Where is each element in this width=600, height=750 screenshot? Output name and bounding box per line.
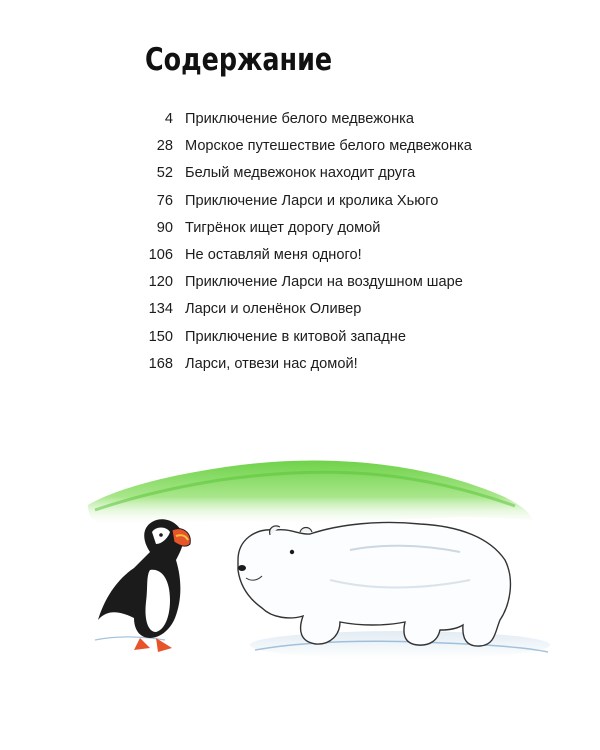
- page-title: Содержание: [145, 42, 333, 78]
- toc-title: Тигрёнок ищет дорогу домой: [185, 219, 381, 236]
- illustration: [0, 440, 600, 750]
- toc-page-number: 76: [156, 192, 173, 209]
- toc-entry[interactable]: [118, 274, 518, 301]
- toc-page-number: 120: [148, 274, 173, 291]
- toc-page-number: 28: [156, 138, 173, 155]
- toc-entry[interactable]: [118, 356, 518, 383]
- grass-background: [88, 460, 532, 526]
- toc-entry[interactable]: [118, 220, 518, 247]
- toc-title: Морское путешествие белого медвежонка: [185, 138, 472, 155]
- toc-page-number: 106: [148, 246, 173, 263]
- toc-title: Ларси и оленёнок Оливер: [185, 301, 362, 318]
- toc-page-number: 168: [148, 355, 173, 372]
- toc-page-number: 90: [156, 219, 173, 236]
- toc-page-number: 150: [148, 328, 173, 345]
- toc-title: Приключение в китовой западне: [185, 328, 406, 345]
- toc-page-number: 134: [148, 301, 173, 318]
- toc-title: Приключение Ларси и кролика Хьюго: [185, 192, 439, 209]
- toc-entry[interactable]: [118, 111, 518, 138]
- toc-entry[interactable]: [118, 193, 518, 220]
- toc-entry[interactable]: [118, 138, 518, 165]
- toc-entry[interactable]: [118, 247, 518, 274]
- polar-bear: [238, 522, 510, 646]
- toc-entry[interactable]: [118, 329, 518, 356]
- toc-entry[interactable]: [118, 301, 518, 328]
- toc-title: Приключение Ларси на воздушном шаре: [185, 274, 463, 291]
- toc-page-number: 52: [156, 165, 173, 182]
- table-of-contents: [118, 111, 518, 383]
- puffin: [98, 519, 190, 652]
- toc-entry[interactable]: [118, 165, 518, 192]
- toc-title: Ларси, отвези нас домой!: [185, 355, 358, 372]
- toc-title: Приключение белого медвежонка: [185, 111, 414, 127]
- toc-page-number: 4: [164, 111, 173, 127]
- toc-title: Не оставляй меня одного!: [185, 246, 362, 263]
- toc-title: Белый медвежонок находит друга: [185, 165, 416, 182]
